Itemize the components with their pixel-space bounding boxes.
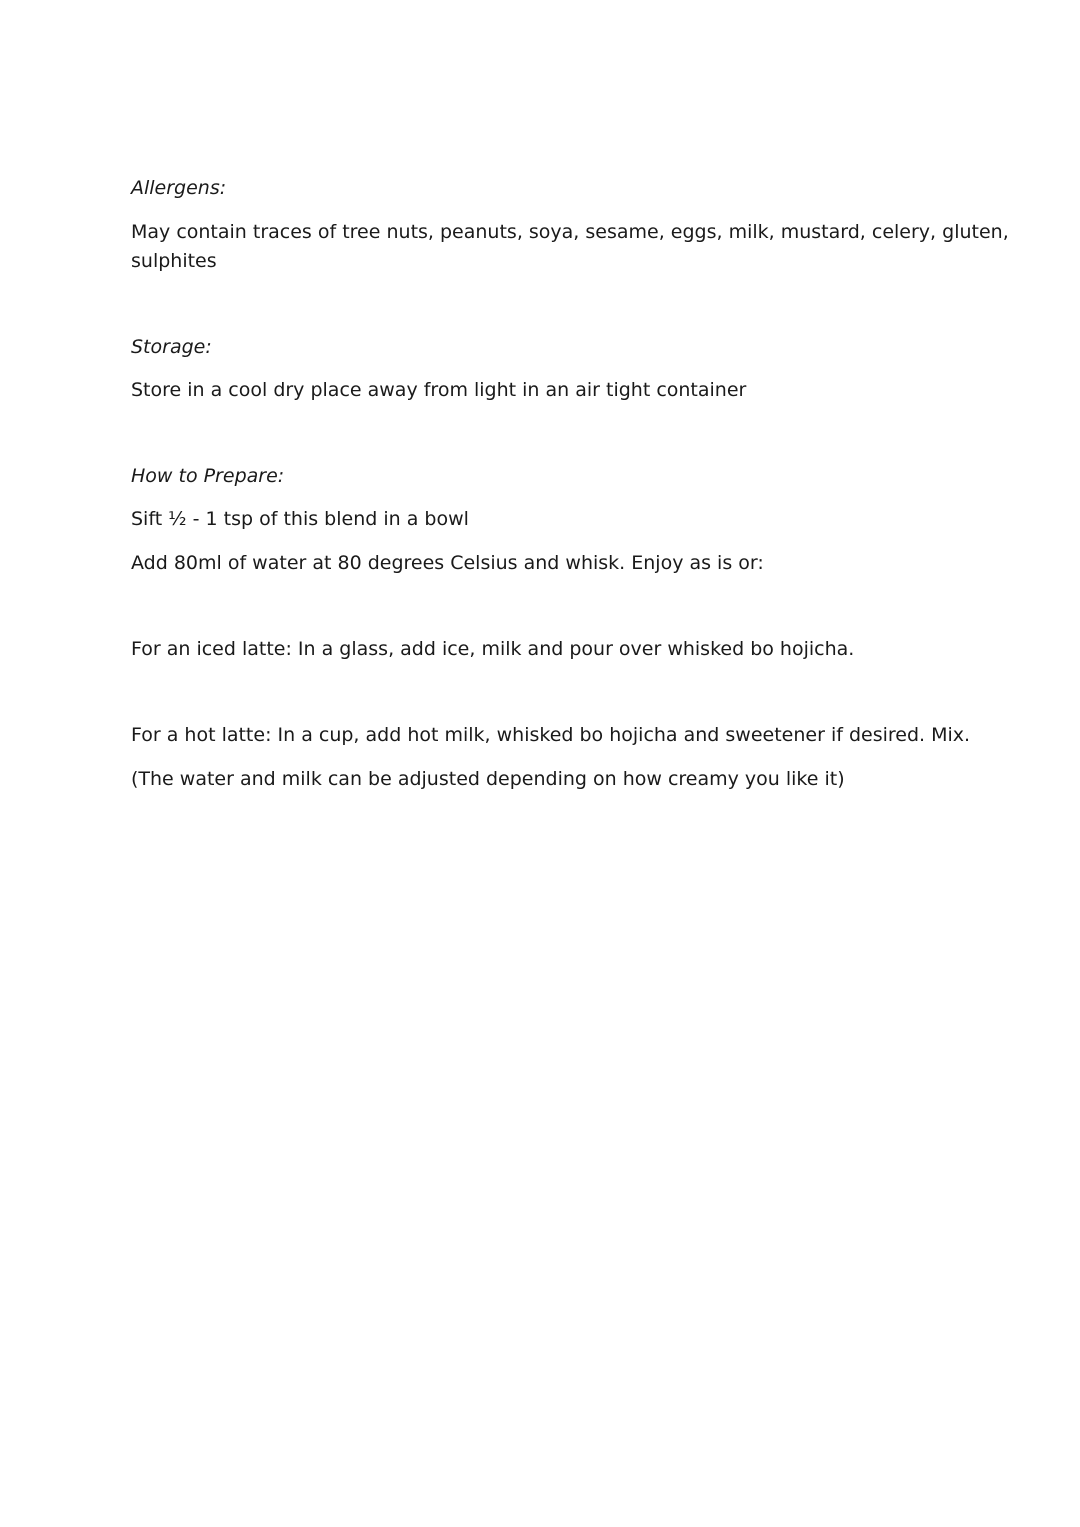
prepare-step-sift: Sift ½ - 1 tsp of this blend in a bowl	[131, 508, 469, 530]
allergens-text-line2: sulphites	[131, 250, 217, 272]
hot-latte-instructions: For a hot latte: In a cup, add hot milk, whisked bo hojicha and sweetener if desired. Mix.	[131, 724, 971, 746]
adjustment-note: (The water and milk can be adjusted depending on how creamy you like it)	[131, 768, 845, 790]
allergens-heading: Allergens:	[131, 177, 227, 199]
prepare-heading: How to Prepare:	[131, 465, 285, 487]
iced-latte-instructions: For an iced latte: In a glass, add ice, milk and pour over whisked bo hojicha.	[131, 638, 855, 660]
allergens-text-line1: May contain traces of tree nuts, peanuts, soya, sesame, eggs, milk, mustard, celery, gluten,	[131, 221, 1009, 243]
prepare-step-water: Add 80ml of water at 80 degrees Celsius and whisk. Enjoy as is or:	[131, 552, 764, 574]
storage-text: Store in a cool dry place away from light in an air tight container	[131, 379, 747, 401]
storage-heading: Storage:	[131, 336, 212, 358]
